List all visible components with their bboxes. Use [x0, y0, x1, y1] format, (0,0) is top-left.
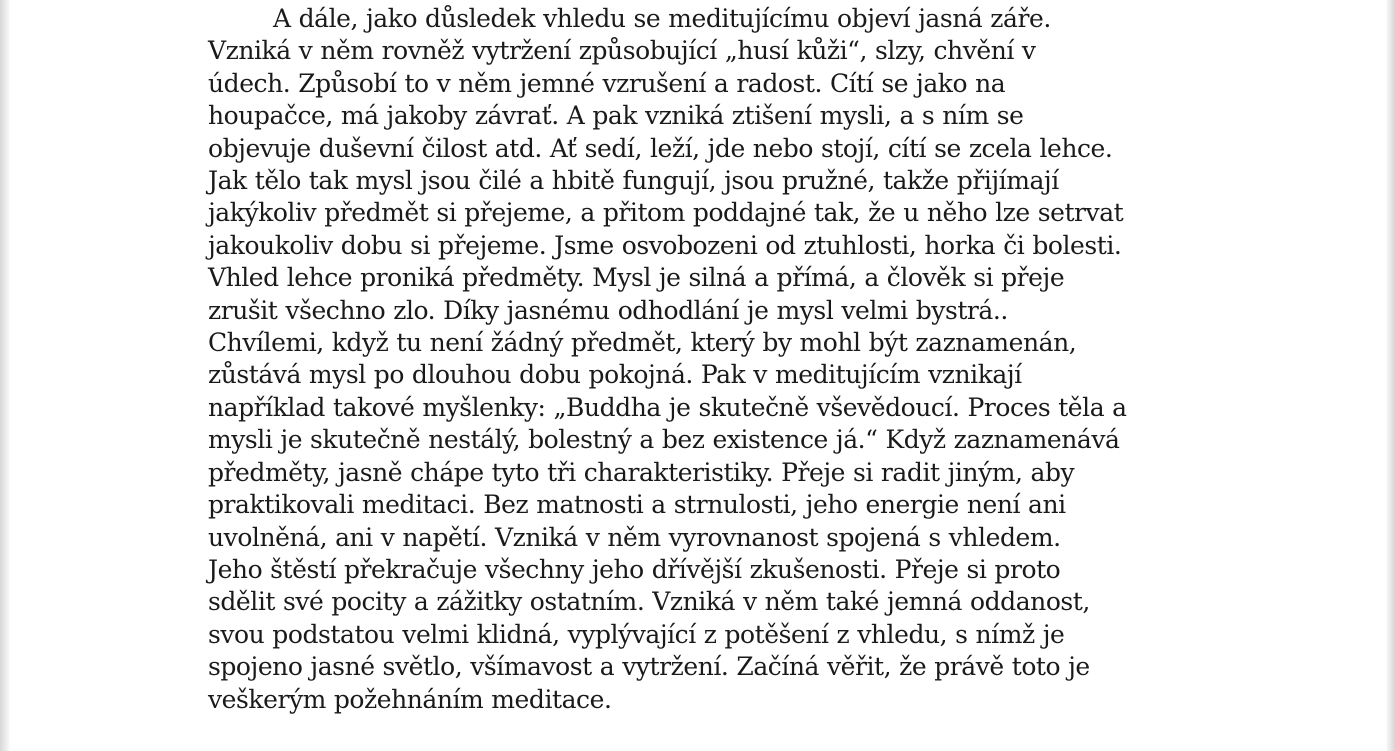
paragraph-line: A dále, jako důsledek vhledu se meditujícímu objeví jasná záře.: [273, 4, 1051, 33]
paragraph-line: objevuje duševní čilost atd. Ať sedí, leží, jde nebo stojí, cítí se zcela lehce.: [208, 133, 1113, 163]
paragraph-line: mysli je skutečně nestálý, bolestný a bez existence já.“ Když zaznamenává: [208, 425, 1120, 455]
paragraph-line: Jak tělo tak mysl jsou čilé a hbitě fungují, jsou pružné, takže přijímají: [208, 166, 1059, 196]
left-page-edge: [0, 0, 10, 751]
body-paragraph: [208, 3, 1268, 716]
paragraph-line: svou podstatou velmi klidná, vyplývající z potěšení z vhledu, s nímž je: [208, 619, 1065, 649]
paragraph-line: jakýkoliv předmět si přejeme, a přitom poddajné tak, že u něho lze setrvat: [208, 198, 1124, 228]
paragraph-line: Vzniká v něm rovněž vytržení způsobující „husí kůži“, slzy, chvění v: [208, 36, 1036, 66]
paragraph-line: sdělit své pocity a zážitky ostatním. Vzniká v něm také jemná oddanost,: [208, 587, 1090, 617]
paragraph-line: Vhled lehce proniká předměty. Mysl je silná a přímá, a člověk si přeje: [208, 263, 1065, 293]
paragraph-line: veškerým požehnáním meditace.: [208, 684, 612, 714]
right-page-edge: [1386, 0, 1395, 751]
paragraph-line: Jeho štěstí překračuje všechny jeho dřívější zkušenosti. Přeje si proto: [208, 554, 1061, 584]
paragraph-line: uvolněná, ani v napětí. Vzniká v něm vyrovnanost spojená s vhledem.: [208, 522, 1061, 552]
paragraph-line: zrušit všechno zlo. Díky jasnému odhodlání je mysl velmi bystrá..: [208, 295, 1008, 325]
paragraph-line: předměty, jasně chápe tyto tři charakteristiky. Přeje si radit jiným, aby: [208, 457, 1075, 487]
paragraph-line: Chvílemi, když tu není žádný předmět, který by mohl být zaznamenán,: [208, 328, 1077, 358]
paragraph-line: jakoukoliv dobu si přejeme. Jsme osvobozeni od ztuhlosti, horka či bolesti.: [208, 230, 1122, 260]
document-page: [10, 0, 1386, 751]
paragraph-line: zůstává mysl po dlouhou dobu pokojná. Pak v meditujícím vznikají: [208, 360, 1022, 390]
paragraph-line: spojeno jasné světlo, všímavost a vytržení. Začíná věřit, že právě toto je: [208, 652, 1090, 682]
paragraph-line: houpačce, má jakoby závrať. A pak vzniká ztišení mysli, a s ním se: [208, 101, 1024, 131]
paragraph-line: praktikovali meditaci. Bez matnosti a strnulosti, jeho energie není ani: [208, 490, 1066, 520]
paragraph-line: například takové myšlenky: „Buddha je skutečně vševědoucí. Proces těla a: [208, 392, 1127, 422]
paragraph-line: údech. Způsobí to v něm jemné vzrušení a radost. Cítí se jako na: [208, 68, 1006, 98]
